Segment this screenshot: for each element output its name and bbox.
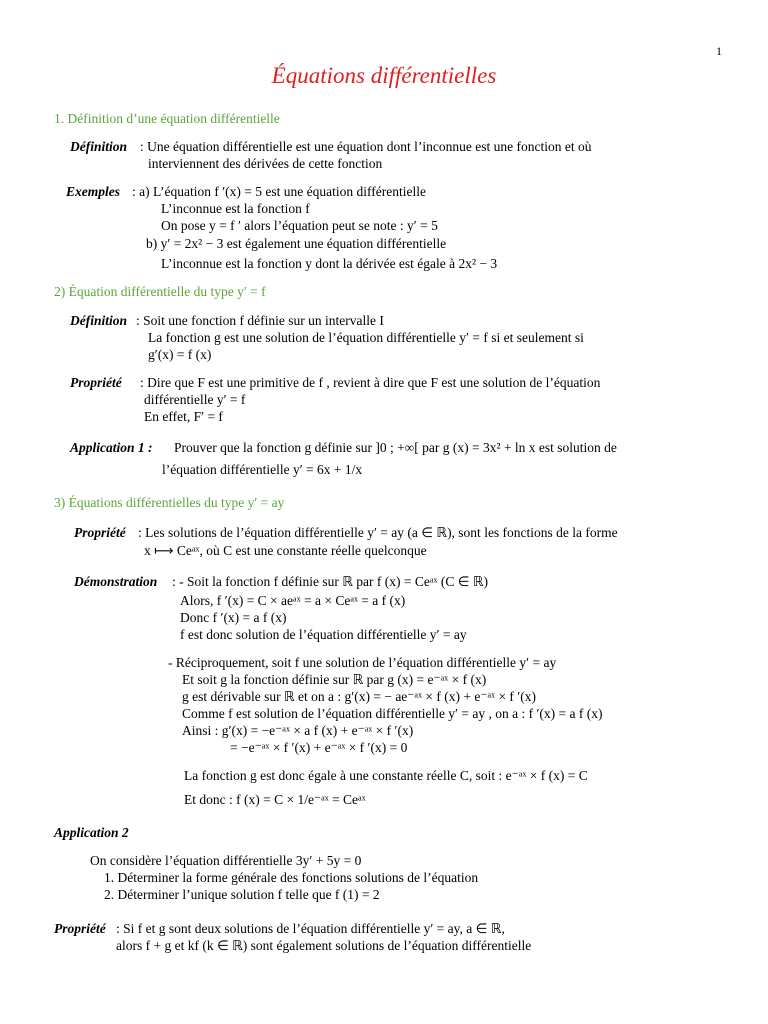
text-line: : a) L’équation f ′(x) = 5 est une équation différentielle (132, 184, 426, 199)
text-line: La fonction g est une solution de l’équation différentielle y′ = f si et seulement si (148, 330, 584, 345)
block-label: Propriété (74, 525, 126, 540)
block-label: Exemples (66, 184, 120, 199)
text-line: : Si f et g sont deux solutions de l’équation différentielle y′ = ay, a ∈ ℝ, (116, 921, 505, 936)
text-line: = −e⁻ᵃˣ × f ′(x) + e⁻ᵃˣ × f ′(x) = 0 (230, 740, 408, 755)
text-line: Alors, f ′(x) = C × aeᵃˣ = a × Ceᵃˣ = a f (x) (180, 593, 406, 608)
text-line: On considère l’équation différentielle 3y′ + 5y = 0 (90, 853, 362, 868)
block-label: Définition (70, 139, 128, 154)
text-line: g′(x) = f (x) (148, 347, 212, 362)
text-line: : Les solutions de l’équation différentielle y′ = ay (a ∈ ℝ), sont les fonctions de la forme (138, 525, 618, 540)
block-label: Application 2 (54, 825, 129, 840)
text-line: Et soit g la fonction définie sur ℝ par g (x) = e⁻ᵃˣ × f (x) (182, 672, 487, 687)
page-title: Équations différentielles (271, 63, 497, 88)
text-line: Donc f ′(x) = a f (x) (180, 610, 287, 625)
text-line: interviennent des dérivées de cette fonction (148, 156, 383, 171)
text-line: : Une équation différentielle est une équation dont l’inconnue est une fonction et où (140, 139, 592, 154)
text-line: - Réciproquement, soit f une solution de l’équation différentielle y′ = ay (168, 655, 557, 670)
block-label: Application 1 : (70, 440, 153, 455)
block-label: Propriété (54, 921, 106, 936)
text-line: : Dire que F est une primitive de f , revient à dire que F est une solution de l’équation (140, 375, 601, 390)
text-line: x ⟼ Ceᵃˣ, où C est une constante réelle quelconque (144, 543, 427, 558)
text-line: L’inconnue est la fonction y dont la dérivée est égale à 2x² − 3 (161, 256, 498, 271)
text-line: l’équation différentielle y′ = 6x + 1/x (162, 462, 363, 477)
section-heading: 2) Équation différentielle du type y′ = f (54, 284, 266, 299)
text-line: : - Soit la fonction f définie sur ℝ par f (x) = Ceᵃˣ (C ∈ ℝ) (172, 574, 489, 589)
text-line: On pose y = f ′ alors l’équation peut se note : y′ = 5 (161, 218, 438, 233)
text-line: 1. Déterminer la forme générale des fonctions solutions de l’équation (104, 870, 479, 885)
text-line: L’inconnue est la fonction f (161, 201, 310, 216)
text-line: Comme f est solution de l’équation différentielle y′ = ay , on a : f ′(x) = a f (x) (182, 706, 603, 721)
text-line: Prouver que la fonction g définie sur ]0 ; +∞[ par g (x) = 3x² + ln x est solution de (174, 440, 617, 455)
block-label: Propriété (70, 375, 122, 390)
text-line: différentielle y′ = f (144, 392, 246, 407)
text-line: b) y′ = 2x² − 3 est également une équation différentielle (146, 236, 447, 251)
block-label: Démonstration (74, 574, 158, 589)
text-line: Ainsi : g′(x) = −e⁻ᵃˣ × a f (x) + e⁻ᵃˣ × f ′(x) (182, 723, 414, 738)
section-heading: 1. Définition d’une équation différentielle (54, 111, 280, 126)
text-line: Et donc : f (x) = C × 1/e⁻ᵃˣ = Ceᵃˣ (184, 792, 366, 807)
text-line: g est dérivable sur ℝ et on a : g′(x) = − ae⁻ᵃˣ × f (x) + e⁻ᵃˣ × f ′(x) (182, 689, 536, 704)
block-label: Définition (70, 313, 128, 328)
text-line: : Soit une fonction f définie sur un intervalle I (136, 313, 384, 328)
page-number: 1 (716, 44, 722, 58)
section-heading: 3) Équations différentielles du type y′ = ay (54, 495, 285, 510)
text-line: 2. Déterminer l’unique solution f telle que f (1) = 2 (104, 887, 380, 902)
text-line: La fonction g est donc égale à une constante réelle C, soit : e⁻ᵃˣ × f (x) = C (184, 768, 588, 783)
text-line: En effet, F′ = f (144, 409, 223, 424)
text-line: alors f + g et kf (k ∈ ℝ) sont également solutions de l’équation différentielle (116, 938, 532, 953)
text-line: f est donc solution de l’équation différentielle y′ = ay (180, 627, 467, 642)
